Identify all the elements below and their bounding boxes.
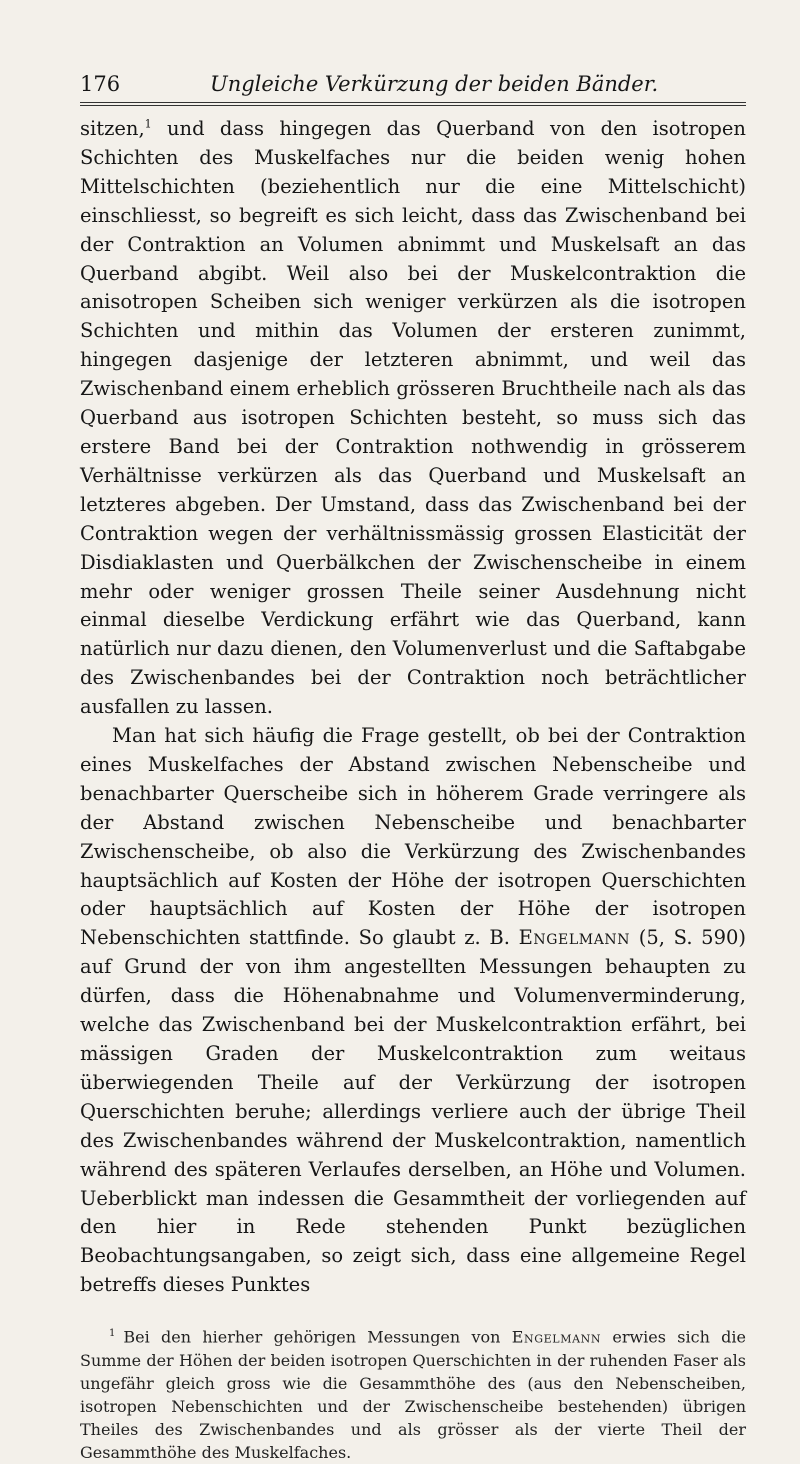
- paragraph-1-part-1: sitzen,: [80, 117, 145, 140]
- footnote-part-2: erwies sich die Summe der Höhen der beiden isotropen Querschichten in der ruhenden Faser als ungefähr gleich gross wie die Gesammthöhe des (aus den Nebenscheiben, isotropen Nebenschichten und der Zwischenscheibe bestehenden) übrigen Theiles des Zwischenbandes und als grösser als der vierte Theil der Gesammthöhe des Muskelfaches.: [80, 1327, 746, 1462]
- author-name: Engelmann: [518, 926, 631, 950]
- paragraph-2: [80, 722, 746, 1300]
- footnote-1: [80, 1322, 746, 1464]
- paragraph-2-part-1: Man hat sich häufig die Frage gestellt, ob bei der Contraktion eines Muskelfaches der Abstand zwischen Nebenscheibe und benachbarter Querscheibe sich in höherem Grade verringere als der Abstand zwischen Nebenscheibe und benachbarter Zwischenscheibe, ob also die Verkürzung des Zwischenbandes hauptsächlich auf Kosten der Höhe der isotropen Querschichten oder hauptsächlich auf Kosten der Höhe der isotropen Nebenschichten stattfinde. So glaubt z. B.: [80, 724, 746, 950]
- footnote-number: 1: [109, 1328, 116, 1340]
- header-rule-bottom: [80, 105, 746, 106]
- footnote-reference: 1: [144, 117, 152, 131]
- header-rule-top: [80, 102, 746, 103]
- running-title: Ungleiche Verkürzung der beiden Bänder.: [210, 72, 659, 96]
- footnote-author: Engelmann: [511, 1327, 602, 1347]
- paragraph-2-part-2: (5, S. 590) auf Grund der von ihm angestellten Messungen behaupten zu dürfen, dass die Höhenabnahme und Volumenverminderung, welche das Zwischenband bei der Muskelcontraktion erfährt, bei mässigen Graden der Muskelcontraktion zum weitaus überwiegenden Theile auf der Verkürzung der isotropen Querschichten beruhe; allerdings verliere auch der übrige Theil des Zwischenbandes während der Muskelcontraktion, namentlich während des späteren Verlaufes derselben, an Höhe und Volumen. Ueberblickt man indessen die Gesammtheit der vorliegenden auf den hier in Rede stehenden Punkt bezüglichen Beobachtungsangaben, so zeigt sich, dass eine allgemeine Regel betreffs dieses Punktes: [80, 926, 747, 1297]
- footnotes: [80, 1322, 746, 1464]
- page-number: 176: [80, 72, 121, 96]
- paragraph-1-part-2: und dass hingegen das Querband von den isotropen Schichten des Muskelfaches nur die beiden wenig hohen Mittelschichten (beziehentlich nur die eine Mittelschicht) einschliesst, so begreift es sich leicht, dass das Zwischenband bei der Contraktion an Volumen abnimmt und Muskelsaft an das Querband abgibt. Weil also bei der Muskelcontraktion die anisotropen Scheiben sich weniger verkürzen als die isotropen Schichten und mithin das Volumen der ersteren zunimmt, hingegen dasjenige der letzteren abnimmt, und weil das Zwischenband einem erheblich grösseren Bruchtheile nach als das Querband aus isotropen Schichten besteht, so muss sich das erstere Band bei der Contraktion nothwendig in grösserem Verhältnisse verkürzen als das Querband und Muskelsaft an letzteres abgeben. Der Umstand, dass das Zwischenband bei der Contraktion wegen der verhältnissmässig grossen Elasticität der Disdiaklasten und Querbälkchen der Zwischenscheibe in einem mehr oder weniger grossen Theile seiner Ausdehnung nicht einmal dieselbe Verdickung erfährt wie das Querband, kann natürlich nur dazu dienen, den Volumenverlust und die Saftabgabe des Zwischenbandes bei der Contraktion noch beträchtlicher ausfallen zu lassen.: [80, 117, 746, 719]
- footnote-part-1: Bei den hierher gehörigen Messungen von: [123, 1327, 512, 1347]
- page-header: [80, 72, 746, 96]
- main-text: [80, 115, 746, 1300]
- paragraph-1: [80, 115, 746, 722]
